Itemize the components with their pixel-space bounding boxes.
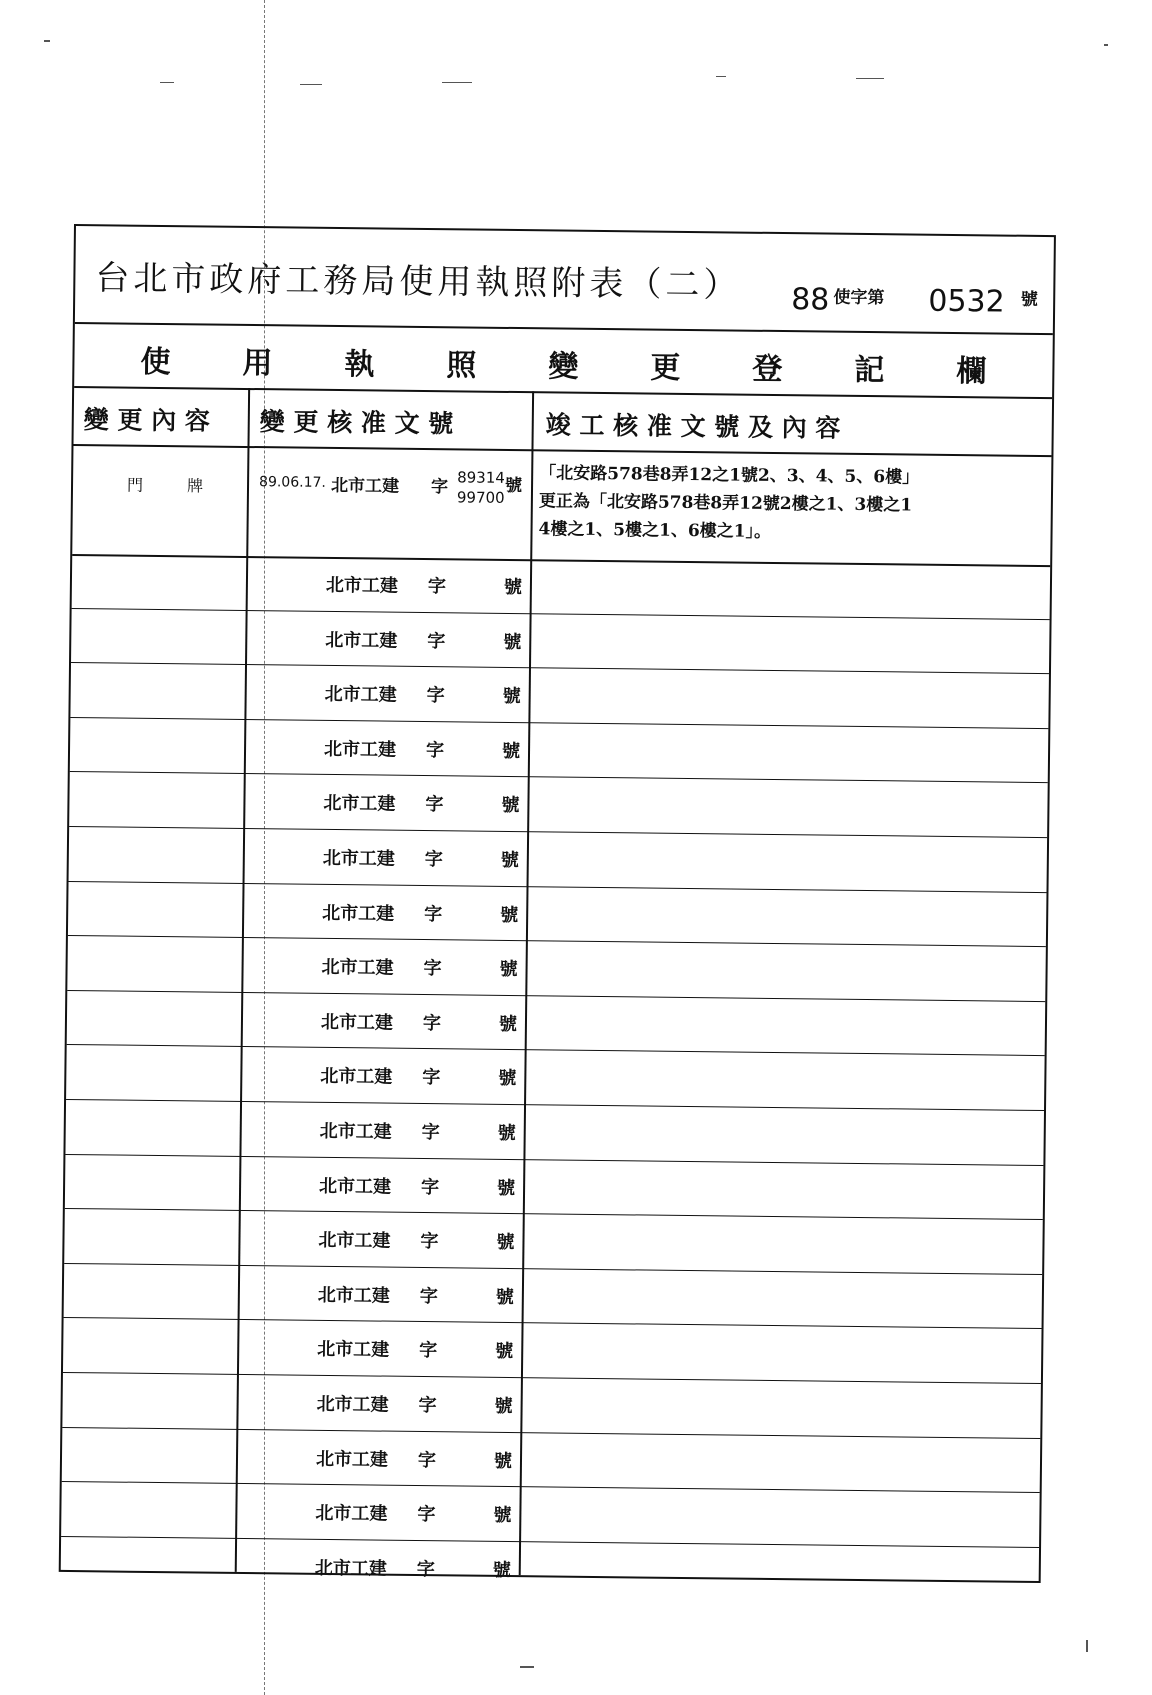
row-zi: 字 bbox=[424, 849, 443, 871]
row-hao: 號 bbox=[501, 795, 520, 817]
row-zi: 字 bbox=[418, 1394, 437, 1417]
row-prefix: 北市工建 bbox=[316, 1393, 389, 1416]
row-hao: 號 bbox=[500, 904, 519, 926]
row-hao: 號 bbox=[502, 686, 521, 708]
scan-speck bbox=[856, 78, 884, 79]
row-zi: 字 bbox=[419, 1285, 438, 1307]
entry-number-2: 99700 bbox=[456, 488, 505, 507]
entry-hao: 號 bbox=[504, 475, 523, 497]
row-zi: 字 bbox=[427, 630, 446, 652]
row-hao: 號 bbox=[503, 576, 523, 599]
row-hao: 號 bbox=[497, 1122, 516, 1145]
entry-number-1: 89314 bbox=[457, 468, 505, 487]
row-zi: 字 bbox=[419, 1340, 438, 1362]
entry-row bbox=[72, 444, 1051, 567]
row-hao: 號 bbox=[498, 1013, 518, 1035]
row-hao: 號 bbox=[499, 959, 518, 981]
row-hao: 號 bbox=[503, 631, 522, 653]
scan-speck bbox=[1086, 1640, 1088, 1652]
row-prefix: 北市工建 bbox=[317, 1284, 390, 1307]
row-hao: 號 bbox=[496, 1177, 516, 1199]
row-hao: 號 bbox=[495, 1286, 514, 1308]
row-prefix: 北市工建 bbox=[314, 1557, 387, 1580]
col-completion: 竣 工 核 准 文 號 及 內 容 bbox=[545, 410, 841, 443]
scan-speck bbox=[1104, 44, 1108, 46]
row-prefix: 北市工建 bbox=[323, 793, 396, 816]
row-zi: 字 bbox=[423, 958, 442, 980]
row-zi: 字 bbox=[425, 739, 445, 762]
section-title bbox=[74, 336, 1052, 391]
row-prefix: 北市工建 bbox=[315, 1448, 389, 1471]
entry-content-line: 4樓之1、5樓之1、6樓之1」。 bbox=[538, 519, 772, 542]
row-prefix: 北市工建 bbox=[317, 1339, 390, 1362]
row-zi: 字 bbox=[420, 1231, 439, 1253]
section-title-char: 登 bbox=[752, 351, 783, 388]
row-hao: 號 bbox=[496, 1232, 515, 1254]
permit-year: 88 bbox=[790, 282, 830, 318]
row-hao: 號 bbox=[493, 1505, 512, 1527]
section-title-char: 更 bbox=[650, 350, 681, 386]
permit-serial: 0532 bbox=[928, 283, 1005, 320]
section-title-char: 記 bbox=[854, 352, 885, 389]
row-zi: 字 bbox=[427, 576, 447, 598]
row-hao: 號 bbox=[494, 1395, 513, 1418]
col-change-content: 變 更 內 容 bbox=[83, 405, 211, 436]
row-hao: 號 bbox=[498, 1068, 517, 1090]
section-title-char: 用 bbox=[242, 345, 273, 382]
row-hao: 號 bbox=[501, 740, 521, 762]
row-zi: 字 bbox=[421, 1122, 440, 1144]
scan-speck bbox=[520, 1666, 534, 1668]
row-prefix: 北市工建 bbox=[325, 574, 399, 597]
section-title-char: 變 bbox=[548, 349, 579, 385]
entry-date: 89.06.17. bbox=[258, 474, 326, 491]
row-hao: 號 bbox=[495, 1341, 514, 1363]
row-prefix: 北市工建 bbox=[319, 1120, 392, 1143]
scan-speck bbox=[442, 82, 472, 83]
row-hao: 號 bbox=[492, 1559, 511, 1581]
form-header bbox=[75, 226, 1054, 335]
section-title-char: 照 bbox=[446, 348, 477, 384]
row-prefix: 北市工建 bbox=[318, 1175, 392, 1198]
entry-content bbox=[538, 459, 1047, 549]
scan-speck bbox=[716, 76, 726, 77]
permit-char: 使字第 bbox=[833, 287, 885, 309]
row-prefix: 北市工建 bbox=[315, 1503, 388, 1525]
scan-speck bbox=[44, 40, 50, 42]
row-zi: 字 bbox=[426, 685, 445, 707]
row-prefix: 北市工建 bbox=[321, 957, 394, 979]
table-row bbox=[60, 1537, 1039, 1603]
row-zi: 字 bbox=[422, 1067, 441, 1089]
entry-zi: 字 bbox=[430, 477, 449, 498]
row-prefix: 北市工建 bbox=[320, 1011, 394, 1034]
row-zi: 字 bbox=[422, 1012, 442, 1035]
row-zi: 字 bbox=[417, 1504, 436, 1526]
entry-prefix: 北市工建 bbox=[330, 475, 400, 497]
form-title: 台北市政府工務局使用執照附表（二） bbox=[95, 258, 742, 306]
row-prefix: 北市工建 bbox=[322, 902, 395, 925]
permit-attachment-form bbox=[59, 224, 1056, 1583]
scan-speck bbox=[300, 84, 322, 85]
row-zi: 字 bbox=[424, 903, 443, 925]
entry-content-line: 「北安路578巷8弄12之1號2、3、4、5、6樓」 bbox=[539, 463, 920, 488]
entry-content-line: 更正為「北安路578巷8弄12號2樓之1、3樓之1 bbox=[538, 491, 913, 516]
row-prefix: 北市工建 bbox=[325, 629, 398, 652]
row-hao: 號 bbox=[500, 849, 519, 872]
permit-number bbox=[791, 282, 1038, 320]
row-hao: 號 bbox=[493, 1450, 513, 1472]
entry-item: 門牌 bbox=[126, 475, 248, 496]
section-title-char: 使 bbox=[140, 344, 171, 381]
col-approval-number: 變 更 核 准 文 號 bbox=[259, 407, 454, 439]
row-zi: 字 bbox=[416, 1558, 435, 1580]
section-title-char: 欄 bbox=[956, 354, 987, 390]
row-zi: 字 bbox=[425, 794, 444, 816]
section-title-char: 執 bbox=[344, 347, 375, 383]
row-prefix: 北市工建 bbox=[322, 847, 395, 870]
row-zi: 字 bbox=[417, 1449, 437, 1471]
row-zi: 字 bbox=[420, 1176, 440, 1198]
row-prefix: 北市工建 bbox=[320, 1066, 393, 1089]
row-prefix: 北市工建 bbox=[323, 738, 397, 761]
permit-hao: 號 bbox=[1020, 289, 1038, 310]
row-prefix: 北市工建 bbox=[324, 684, 397, 706]
scan-speck bbox=[160, 82, 174, 83]
row-prefix: 北市工建 bbox=[318, 1230, 391, 1252]
